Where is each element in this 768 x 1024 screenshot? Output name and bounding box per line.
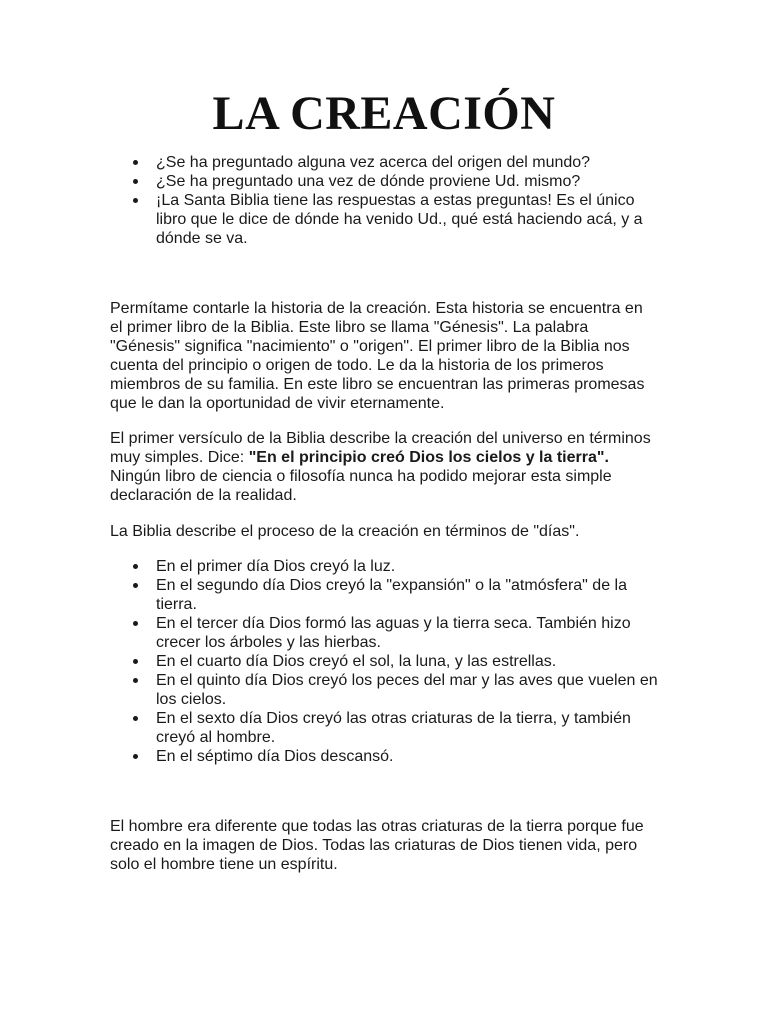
paragraph-text: Permítame contarle la historia de la creación. Esta historia se encuentra en el primer libro de la Biblia. Este libro se llama "Génesis". La palabra "Génesis" significa "nacimiento" o "origen". El primer libro de la Biblia nos cuenta del principio o origen de todo. Le da la historia de los primeros miembros de su familia. En este libro se encuentran las primeras promesas que le dan la oportunidad de vivir eternamente. [110, 300, 645, 412]
list-item: ¿Se ha preguntado una vez de dónde proviene Ud. mismo? [110, 172, 658, 191]
list-item: En el segundo día Dios creyó la "expansión" o la "atmósfera" de la tierra. [110, 576, 658, 614]
intro-question-list [110, 153, 658, 248]
page-title: LA CREACIÓN [212, 87, 556, 140]
list-item: En el tercer día Dios formó las aguas y la tierra seca. También hizo crecer los árboles y las hierbas. [110, 614, 658, 652]
paragraph-first-verse [110, 429, 658, 505]
list-item: En el séptimo día Dios descansó. [110, 747, 658, 766]
list-item: En el primer día Dios creyó la luz. [110, 557, 658, 576]
paragraph-text [110, 429, 658, 505]
paragraph-days-intro [110, 522, 658, 541]
paragraph-man-image [110, 817, 658, 874]
paragraph-text-before: El primer versículo de la Biblia describe la creación del universo en términos muy simples. Dice: [110, 430, 651, 466]
paragraph-text: El hombre era diferente que todas las otras criaturas de la tierra porque fue creado en la imagen de Dios. Todas las criaturas de Dios tienen vida, pero solo el hombre tiene un espíritu. [110, 818, 644, 873]
paragraph-creation-story [110, 299, 658, 413]
paragraph-text: La Biblia describe el proceso de la creación en términos de "días". [110, 523, 580, 540]
creation-days [110, 557, 658, 766]
list-item: ¡La Santa Biblia tiene las respuestas a estas preguntas! Es el único libro que le dice de dónde ha venido Ud., qué está haciendo acá, y a dónde se va. [110, 191, 658, 248]
list-item: En el cuarto día Dios creyó el sol, la luna, y las estrellas. [110, 652, 658, 671]
bible-quote: "En el principio creó Dios los cielos y la tierra". [248, 449, 609, 466]
paragraph-text-after: Ningún libro de ciencia o filosofía nunca ha podido mejorar esta simple declaración de la realidad. [110, 468, 612, 504]
list-item: En el sexto día Dios creyó las otras criaturas de la tierra, y también creyó al hombre. [110, 709, 658, 747]
creation-days-list [110, 557, 658, 766]
intro-questions [110, 153, 658, 248]
list-item: ¿Se ha preguntado alguna vez acerca del origen del mundo? [110, 153, 658, 172]
list-item: En el quinto día Dios creyó los peces del mar y las aves que vuelen en los cielos. [110, 671, 658, 709]
